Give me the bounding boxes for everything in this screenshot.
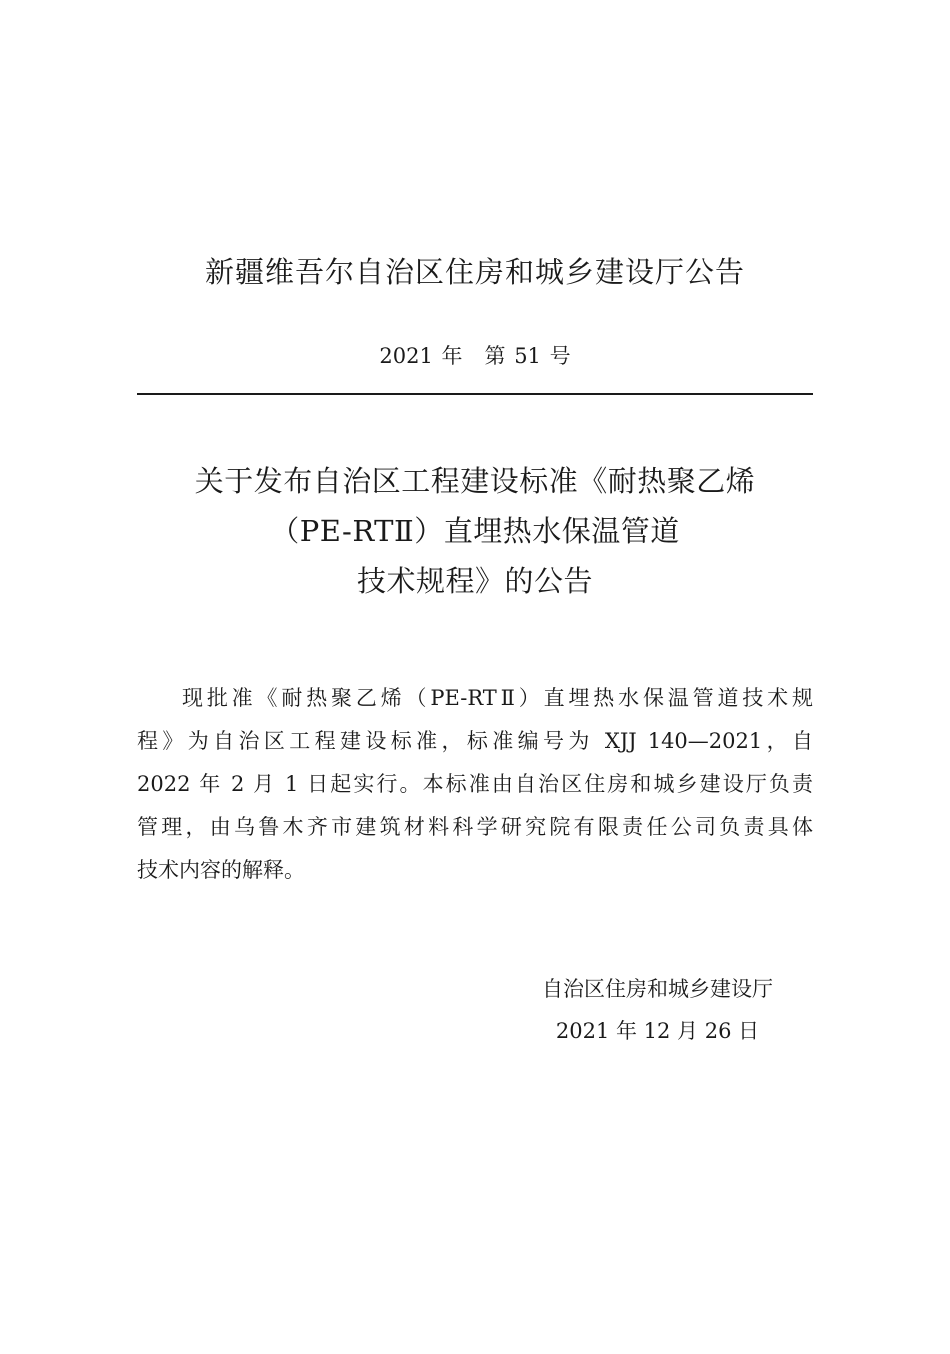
notice-title-line: （PE-RTⅡ）直埋热水保温管道 (270, 514, 680, 548)
agency-title: 新疆维吾尔自治区住房和城乡建设厅公告 (204, 255, 745, 289)
notice-body (137, 677, 813, 892)
notice-title-line: 关于发布自治区工程建设标准《耐热聚乙烯 (194, 464, 756, 498)
body-line: 现批准《耐热聚乙烯（PE-RTⅡ）直埋热水保温管道技术规 (182, 686, 813, 710)
notice-title (137, 456, 813, 606)
body-line: 技术内容的解释。 (137, 858, 305, 882)
issue-number (0, 338, 950, 374)
issue-year: 2021 年 (379, 344, 463, 368)
body-line: 管理，由乌鲁木齐市建筑材料科学研究院有限责任公司负责具体 (137, 815, 813, 839)
signature-organization: 自治区住房和城乡建设厅 (542, 977, 773, 1001)
notice-title-line: 技术规程》的公告 (356, 564, 593, 598)
issue-no: 第 51 号 (484, 344, 571, 368)
header-divider (137, 393, 813, 395)
signature-date: 2021 年 12 月 26 日 (555, 1019, 760, 1043)
body-line: 程》为自治区工程建设标准，标准编号为 XJJ 140—2021，自 (137, 729, 813, 753)
body-line: 2022 年 2 月 1 日起实行。本标准由自治区住房和城乡建设厅负责 (137, 772, 813, 796)
